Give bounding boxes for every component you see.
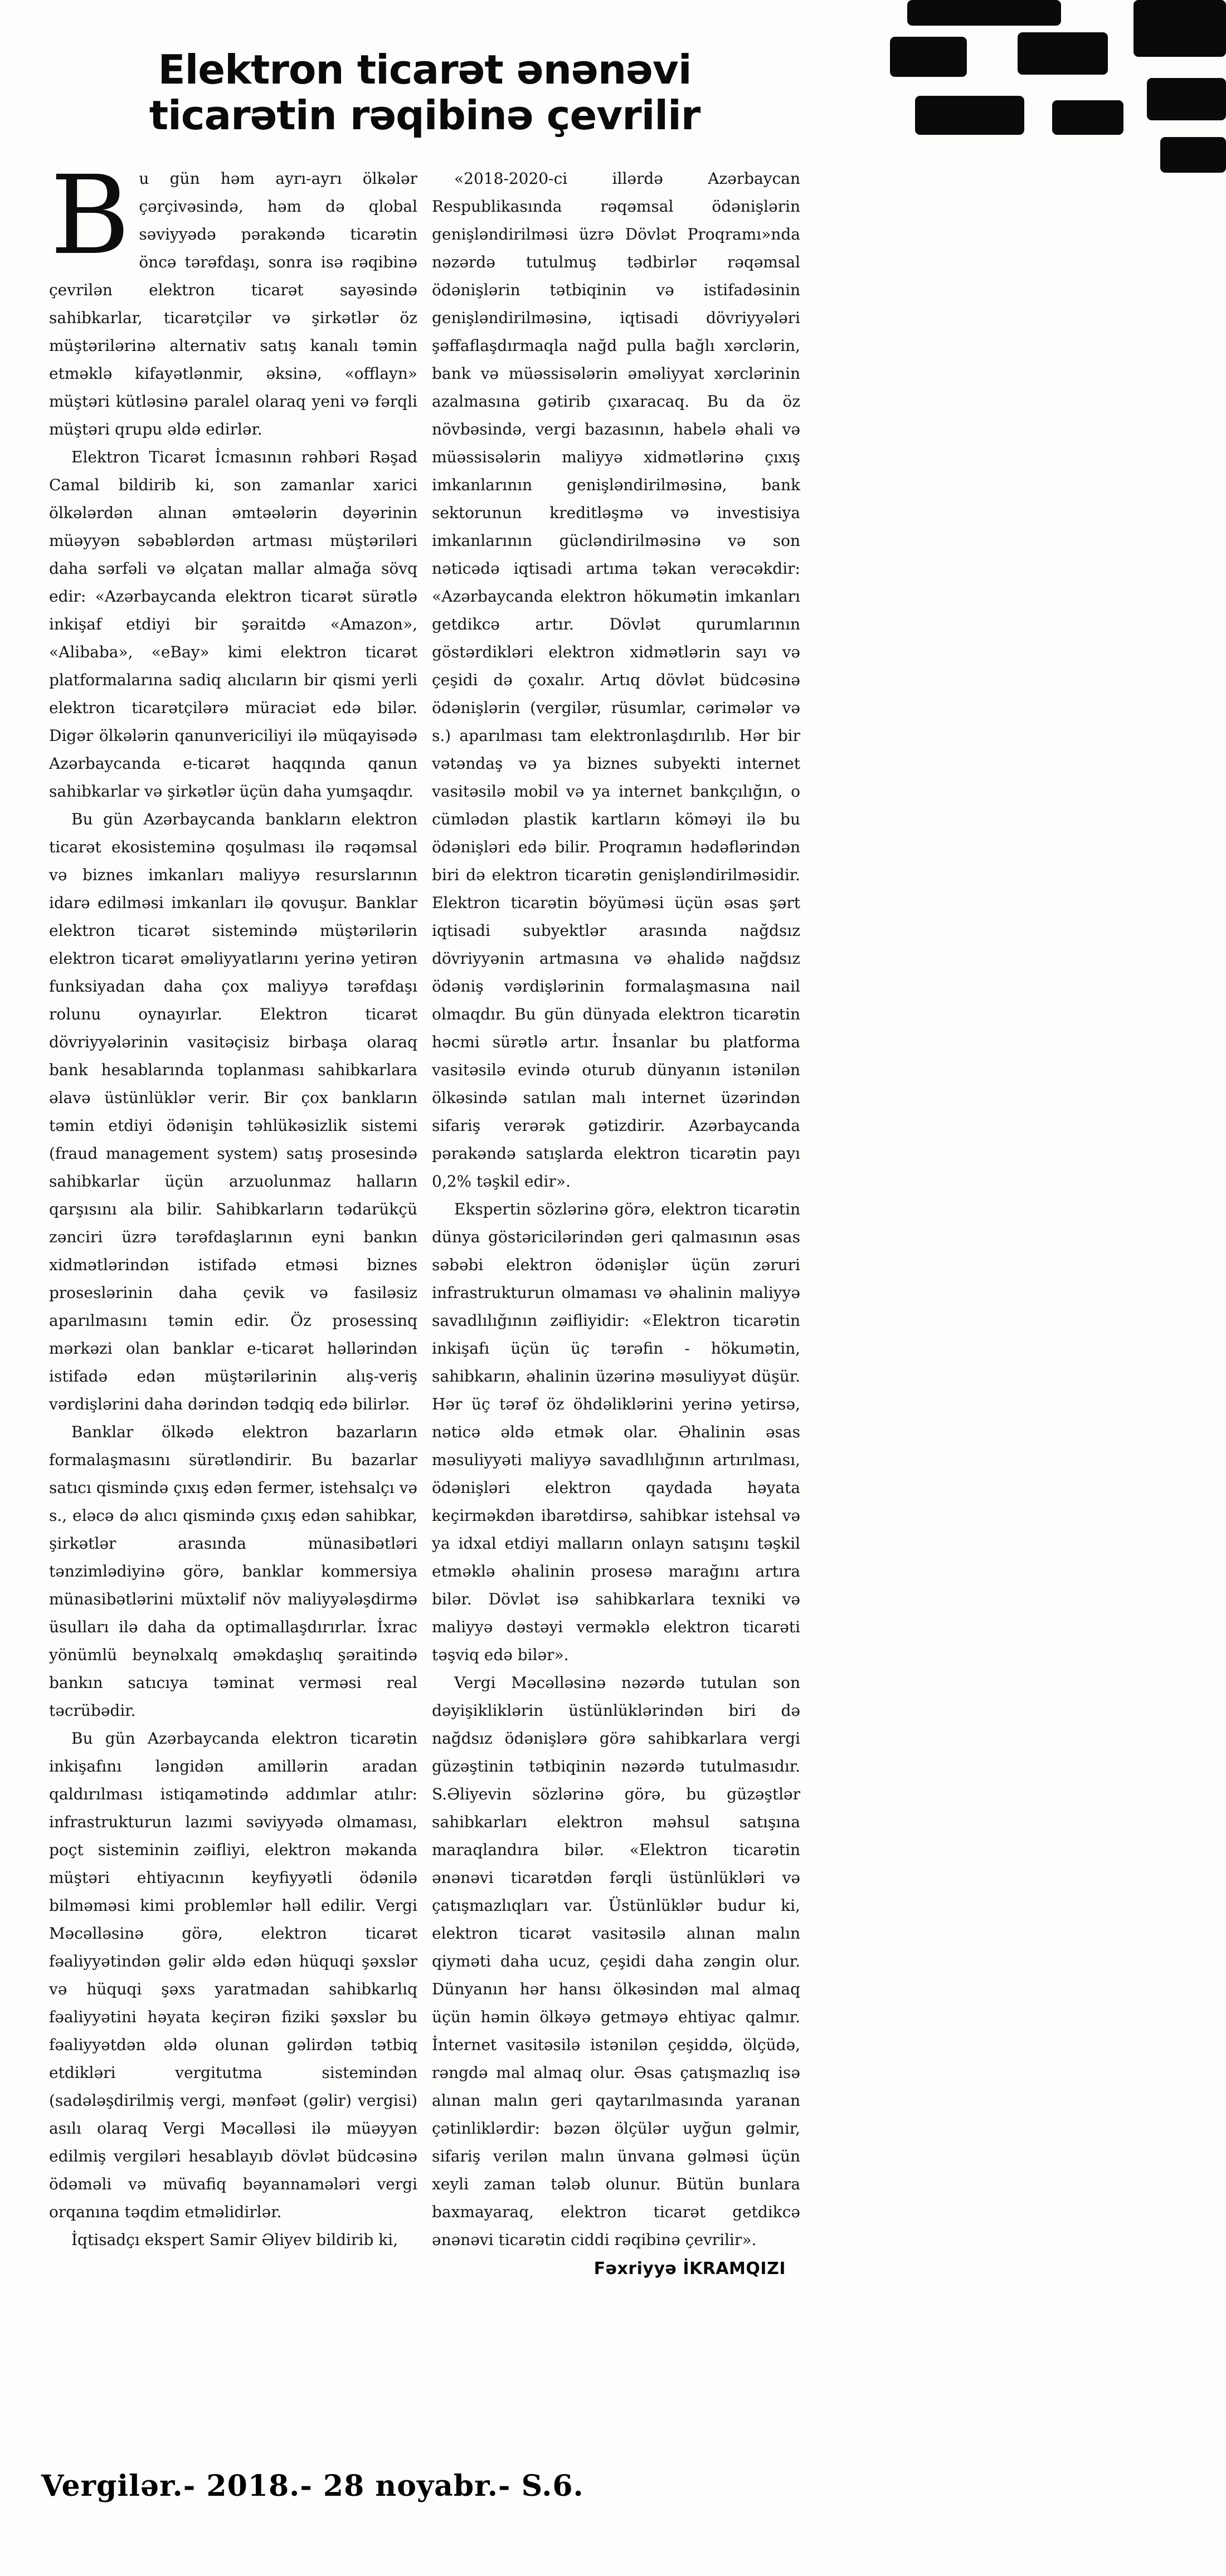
article-headline [49,47,800,138]
byline: Fəxriyyə İKRAMQIZI [593,2259,786,2279]
paragraph: Bu gün Azərbaycanda elektron ticarətin inkişafını ləngidən amillərin aradan qaldırılması istiqamətində addımlar atılır: infrastrukturun lazımi səviyyədə olmaması, poçt sisteminin zəifliyi, elektron məkanda müştəri ehtiyacının keyfiyyətli ödənilə bilməməsi kimi problemlər həll edilir. Vergi Məcəlləsinə görə, elektron ticarət fəaliyyətindən gəlir əldə edən hüquqi şəxslər və hüquqi şəxs yaratmadan sahibkarlıq fəaliyyətini həyata keçirən fiziki şəxslər bu fəaliyyətdən əldə olunan gəlirdən tətbiq etdikləri vergitutma sistemindən (sadələşdirilmiş vergi, mənfəət (gəlir) vergisi) asılı olaraq Vergi Məcəlləsi ilə müəyyən edilmiş vergiləri hesablayıb dövlət büdcəsinə ödəməli və müvafiq bəyannamələri vergi orqanına təqdim etməlidirlər. [49,1729,417,2222]
dropcap-letter: B [50,152,130,279]
scan-artifact [1147,78,1226,120]
paragraph: Vergi Məcəlləsinə nəzərdə tutulan son dəyişikliklərin üstünlüklərindən biri də nağdsız ödənişlərə görə sahibkarlara vergi güzəştinin tətbiqinin nəzərdə tutulmasıdır. S.Əliyevin sözlərinə görə, bu güzəştlər sahibkarları elektron məhsul satışına maraqlandıra bilər. «Elektron ticarətin ənənəvi ticarətdən fərqli üstünlükləri və çatışmazlıqları var. Üstünlüklər budur ki, elektron ticarət vasitəsilə alınan malın qiyməti daha ucuz, çeşidi daha zəngin olur. Dünyanın hər hansı ölkəsindən mal almaq üçün həmin ölkəyə getməyə ehtiyac qalmır. İnternet vasitəsilə istənilən çeşiddə, ölçüdə, rəngdə mal almaq olur. Əsas çatışmazlıq isə alınan malın geri qaytarılmasında yaranan çətinliklərdir: bəzən ölçülər uyğun gəlmir, sifariş verilən malın ünvana gəlməsi üçün xeyli zaman tələb olunur. Bütün bunlara baxmayaraq, elektron ticarət getdikcə ənənəvi ticarətin ciddi rəqibinə çevrilir». [432,1674,800,2250]
paragraph-text: u gün həm ayrı-ayrı ölkələr çərçivəsində, həm də qlobal səviyyədə pərakəndə ticarətin öncə tərəfdaşı, sonra isə rəqibinə çevrilən elektron ticarət sayəsində sahibkarlar, ticarətçilər və şirkətlər öz müştərilərinə alternativ satış kanalı təmin etməklə kifayətlənmir, əksinə, «offlayn» müştəri kütləsinə paralel olaraq yeni və fərqli müştəri qrupu əldə edirlər. [49,169,417,439]
headline-line-2: ticarətin rəqibinə çevrilir [149,92,700,139]
paragraph: Banklar ölkədə elektron bazarların formalaşmasını sürətləndirir. Bu bazarlar satıcı qismində çıxış edən fermer, istehsalçı və s., eləcə də alıcı qismində çıxış edən sahibkar, şirkətlər arasında münasibətləri tənzimlədiyinə görə, banklar kommersiya münasibətlərini müxtəlif növ maliyyələşdirmə üsulları ilə daha da optimallaşdırırlar. İxrac yönümlü beynəlxalq əməkdaşlıq şəraitində bankın satıcıya təminat verməsi real təcrübədir. [49,1423,417,1720]
article [49,47,800,2283]
paragraph: İqtisadçı ekspert Samir Əliyev bildirib ki, [71,2231,398,2250]
source-citation: Vergilər.- 2018.- 28 noyabr.- S.6. [41,2469,584,2503]
scan-artifact [1133,0,1226,57]
scan-artifact [890,37,967,77]
scan-artifact [1018,32,1108,75]
paragraph: «2018-2020-ci illərdə Azərbaycan Respublikasında rəqəmsal ödənişlərin genişləndirilməsi üzrə Dövlət Proqramı»nda nəzərdə tutulmuş tədbirlər rəqəmsal ödənişlərin tətbiqinin və istifadəsinin genişləndirilməsinə, iqtisadi dövriyyələri şəffaflaşdırmaqla nağd pulla bağlı xərclərin, bank və müəssisələrin əməliyyat xərclərinin azalmasına gətirib çıxaracaq. Bu da öz növbəsində, vergi bazasının, habelə əhali və müəssisələrin maliyyə xidmətlərinə çıxış imkanlarının genişləndirilməsinə, bank sektorunun kreditləşmə və investisiya imkanlarının gücləndirilməsinə və son nəticədə iqtisadi artıma təkan verəcəkdir: «Azərbaycanda elektron hökumətin imkanları getdikcə artır. Dövlət qurumlarının göstərdikləri elektron xidmətlərin sayı və çeşidi də çoxalır. Artıq dövlət büdcəsinə ödənişlərin (vergilər, rüsumlar, cərimələr və s.) aparılması tam elektronlaşdırılıb. Hər bir vətəndaş və ya biznes subyekti internet vasitəsilə mobil və ya internet bankçılığın, o cümlədən plastik kartların köməyi ilə bu ödənişləri edə bilir. Proqramın hədəflərindən biri də elektron ticarətin genişləndirilməsidir. Elektron ticarətin böyüməsi üçün əsas şərt iqtisadi subyektlər arasında nağdsız dövriyyənin artmasına və əhalidə nağdsız ödəniş vərdişlərinin formalaşmasına nail olmaqdır. Bu gün dünyada elektron ticarətin həcmi sürətlə artır. İnsanlar bu platforma vasitəsilə evində oturub dünyanın istənilən ölkəsində satılan malı internet üzərindən sifariş verərək gətizdirir. Azərbaycanda pərakəndə satışlarda elektron ticarətin payı 0,2% təşkil edir». [432,169,800,1191]
scan-artifact [1160,137,1226,173]
headline-line-1: Elektron ticarət ənənəvi [158,46,692,93]
paragraph: Ekspertin sözlərinə görə, elektron ticarətin dünya göstəricilərindən geri qalmasının əsas səbəbi elektron ödənişlər üçün zəruri infrastrukturun olmaması və əhalinin maliyyə savadlılığının zəifliyidir: «Elektron ticarətin inkişafı üçün üç tərəfin - hökumətin, sahibkarın, əhalinin üzərinə məsuliyyət düşür. Hər üç tərəf öz öhdəliklərini yerinə yetirsə, nəticə əldə etmək olar. Əhalinin əsas məsuliyyəti maliyyə savadlılığının artırılması, ödənişləri elektron qaydada həyata keçirməkdən ibarətdirsə, sahibkar istehsal və ya idxal etdiyi malların onlayn satışını təşkil etməklə əhalinin prosesə marağını artıra bilər. Dövlət isə sahibkarlara texniki və maliyyə dəstəyi verməklə elektron ticarəti təşviq edə bilər». [432,1200,800,1665]
column-right [432,165,800,2283]
paragraph: Bu gün Azərbaycanda bankların elektron ticarət ekosisteminə qoşulması ilə rəqəmsal və biznes imkanları maliyyə resurslarının idarə edilməsi imkanları ilə qovuşur. Banklar elektron ticarət sistemində müştərilərin elektron ticarət əməliyyatlarını yerinə yetirən funksiyadan daha çox maliyyə tərəfdaşı rolunu oynayırlar. Elektron ticarət dövriyyələrinin vasitəçisiz birbaşa olaraq bank hesablarında toplanması sahibkarlara əlavə üstünlüklər verir. Bir çox bankların təmin etdiyi ödənişin təhlükəsizlik sistemi (fraud management system) satış prosesində sahibkarlar üçün arzuolunmaz halların qarşısını ala bilir. Sahibkarların tədarükçü zənciri üzrə tərəfdaşlarının eyni bankın xidmətlərindən istifadə etməsi biznes proseslərinin daha çevik və fasiləsiz aparılmasını təmin edir. Öz prosessinq mərkəzi olan banklar e-ticarət həllərindən istifadə edən müştərilərinin alış-veriş vərdişlərini daha dərindən tədqiq edə bilirlər. [49,810,417,1414]
lead-paragraph [49,152,417,443]
column-left [49,152,417,2254]
scan-artifact [915,96,1024,135]
article-columns [49,152,800,2283]
scan-artifact [907,0,1061,26]
scan-artifact [1052,100,1123,135]
paragraph: Elektron Ticarət İcmasının rəhbəri Rəşad Camal bildirib ki, son zamanlar xarici ölkələrdən alınan əmtəələrin dəyərinin müəyyən səbəblərdən artması müştəriləri daha sərfəli və əlçatan mallar almağa sövq edir: «Azərbaycanda elektron ticarət sürətlə inkişaf etdiyi bir şəraitdə «Amazon», «Alibaba», «eBay» kimi elektron ticarət platformalarına sadiq alıcıların bir qismi yerli elektron ticarətçilərə müraciət edə bilər. Digər ölkələrin qanunvericiliyi ilə müqayisədə Azərbaycanda e-ticarət haqqında qanun sahibkarlar və şirkətlər üçün daha yumşaqdır. [49,448,417,801]
